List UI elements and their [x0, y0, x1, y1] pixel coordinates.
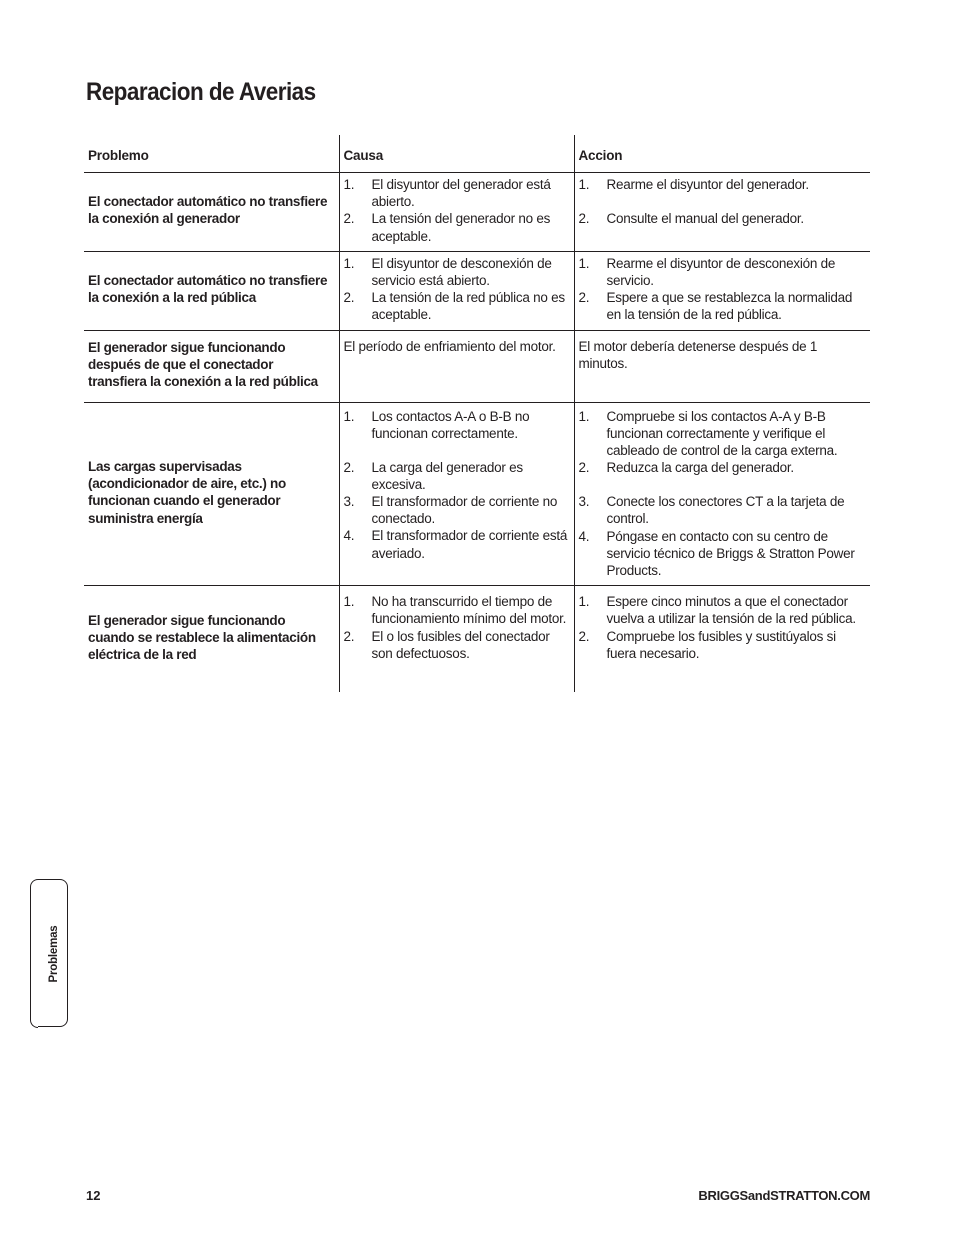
problem-cell: El conectador automático no transfiere la conexión a la red pública — [84, 251, 339, 330]
action-cell — [574, 251, 870, 330]
header-cause: Causa — [339, 135, 574, 173]
cause-cell — [339, 251, 574, 330]
action-text: El motor debería detenerse después de 1 minutos. — [578, 338, 818, 371]
table-row — [84, 402, 870, 586]
list-item: 1. Rearme el disyuntor de desconexión de servicio. — [578, 255, 836, 289]
problem-cell: El generador sigue funcionando cuando se restablece la alimentación eléctrica de la red — [88, 612, 316, 663]
troubleshooting-table — [84, 135, 870, 692]
page-number: 12 — [86, 1188, 101, 1203]
list-item: 2. Espere a que se restablezca la normalidad en la tensión de la red pública. — [578, 290, 853, 323]
list-item: 1. Rearme el disyuntor del generador. — [578, 177, 809, 192]
table-row — [84, 586, 870, 692]
list-item: 1. Los contactos A-A o B-B no funcionan correctamente. — [343, 408, 530, 441]
list-item: 2. La tensión de la red pública no es aceptable. — [343, 290, 565, 323]
table-row — [84, 173, 870, 252]
list-item: 1. Compruebe si los contactos A-A y B-B funcionan correctamente y verifique el cableado de control de la carga externa. — [578, 408, 838, 459]
table-header-row — [84, 135, 870, 173]
list-item: 1. Espere cinco minutos a que el conectador vuelva a utilizar la tensión de la red pública. — [578, 594, 856, 627]
table-row — [84, 251, 870, 330]
list-item: 2. Compruebe los fusibles y sustitúyalos si fuera necesario. — [578, 628, 836, 661]
list-item: 2. El o los fusibles del conectador son defectuosos. — [343, 628, 550, 661]
problem-cell: El conectador automático no transfiere la conexión al generador — [84, 173, 339, 252]
table-row — [84, 330, 870, 402]
cause-cell — [339, 330, 574, 402]
side-tab-label: Problemas — [48, 925, 60, 983]
action-cell — [574, 330, 870, 402]
cause-text: El período de enfriamiento del motor. — [343, 338, 556, 354]
problem-cell: El generador sigue funcionando después de que el conectador transfiera la conexión a la red pública — [84, 330, 339, 402]
cause-cell — [339, 402, 574, 586]
cause-cell — [339, 173, 574, 252]
page-title: Reparacion de Averias — [86, 78, 316, 106]
list-item: 1. El disyuntor del generador está abierto. — [343, 177, 551, 210]
list-item: 2. Reduzca la carga del generador. — [578, 460, 794, 476]
action-cell — [574, 402, 870, 586]
list-item: 3. Conecte los conectores CT a la tarjeta de control. — [578, 494, 845, 527]
section-side-tab — [38, 879, 68, 1027]
list-item: 2. Consulte el manual del generador. — [578, 211, 804, 226]
list-item: 1. El disyuntor de desconexión de servicio está abierto. — [343, 255, 552, 289]
list-item: 1. No ha transcurrido el tiempo de funcionamiento mínimo del motor. — [343, 594, 567, 627]
action-cell — [574, 586, 870, 692]
list-item: 2. La tensión del generador no es aceptable. — [343, 211, 551, 244]
problem-cell: Las cargas supervisadas (acondicionador de aire, etc.) no funcionan cuando el generador suministra energía — [84, 402, 339, 586]
list-item: 4. El transformador de corriente está averiado. — [343, 528, 568, 561]
list-item: 2. La carga del generador es excesiva. — [343, 459, 523, 492]
list-item: 3. El transformador de corriente no conectado. — [343, 494, 558, 527]
header-action: Accion — [574, 135, 870, 173]
footer-website: BRIGGSandSTRATTON.COM — [698, 1188, 870, 1203]
action-cell — [574, 173, 870, 252]
header-problem: Problemo — [84, 135, 339, 173]
list-item: 4. Póngase en contacto con su centro de servicio técnico de Briggs & Stratton Power Products. — [578, 528, 855, 579]
cause-cell — [339, 586, 574, 692]
